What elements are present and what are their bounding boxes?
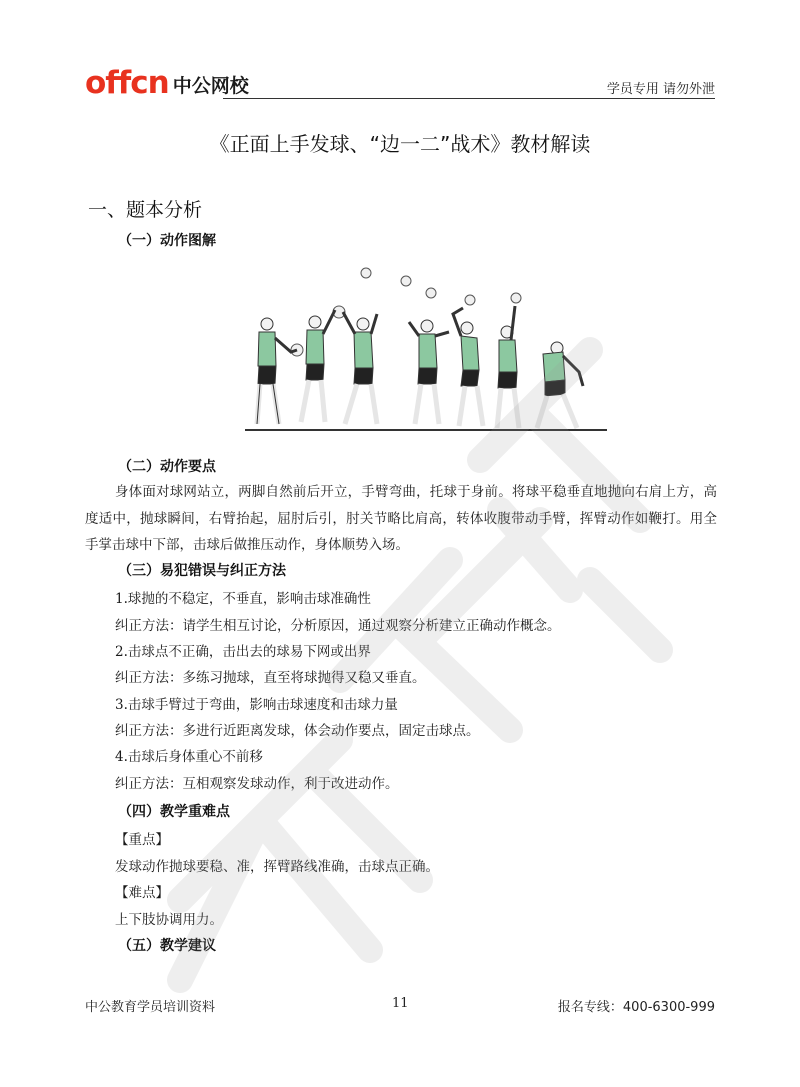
correction-item-1: 纠正方法：请学生相互讨论，分析原因，通过观察分析建立正确动作概念。 [115,618,561,634]
subheading-teaching-focus: （四）教学重难点 [118,804,230,820]
subheading-common-errors: （三）易犯错误与纠正方法 [118,563,286,579]
correction-item-3: 纠正方法：多进行近距离发球，体会动作要点，固定击球点。 [115,723,480,739]
correction-item-2: 纠正方法：多练习抛球，直至将球抛得又稳又垂直。 [115,670,426,686]
header-divider [223,98,715,99]
difficulty-text: 上下肢协调用力。 [115,912,223,928]
offcn-logo [85,62,249,100]
correction-item-4: 纠正方法：互相观察发球动作，利于改进动作。 [115,776,399,792]
action-points-paragraph: 身体面对球网站立，两脚自然前后开立，手臂弯曲，托球于身前。将球平稳垂直地抛向右肩上方，高度适中，抛球瞬间，右臂抬起，屈肘后引，肘关节略比肩高，转体收腹带动手臂，挥臂动作如鞭打。用全手掌击球中下部，击球后做推压动作，身体顺势入场。 [85,484,717,553]
logo-chinese-text: 中公网校 [172,75,249,97]
difficulty-label: 【难点】 [115,885,169,901]
error-item-2: 2.击球点不正确，击出去的球易下网或出界 [115,644,371,660]
error-item-3: 3.击球手臂过于弯曲，影响击球速度和击球力量 [115,697,398,713]
section-heading: 一、题本分析 [88,199,203,221]
header-notice: 学员专用 请勿外泄 [606,82,715,97]
error-item-1: 1.球抛的不稳定，不垂直，影响击球准确性 [115,591,371,607]
subheading-action-points: （二）动作要点 [118,459,216,475]
footer-left-text: 中公教育学员培训资料 [85,1000,216,1015]
document-title: 《正面上手发球、“边一二”战术》教材解读 [209,132,591,156]
footer-hotline: 报名专线：400-6300-999 [557,1000,715,1015]
key-point-label: 【重点】 [115,832,169,848]
error-item-4: 4.击球后身体重心不前移 [115,749,263,765]
subheading-action-diagram: （一）动作图解 [118,233,216,249]
page-header [85,62,715,102]
subheading-teaching-suggestions: （五）教学建议 [118,938,216,954]
page-number: 11 [392,996,409,1011]
logo-latin-text: offcn [85,65,169,101]
key-point-text: 发球动作抛球要稳、准，挥臂路线准确，击球点正确。 [115,859,439,875]
serve-sequence-illustration [245,262,607,432]
